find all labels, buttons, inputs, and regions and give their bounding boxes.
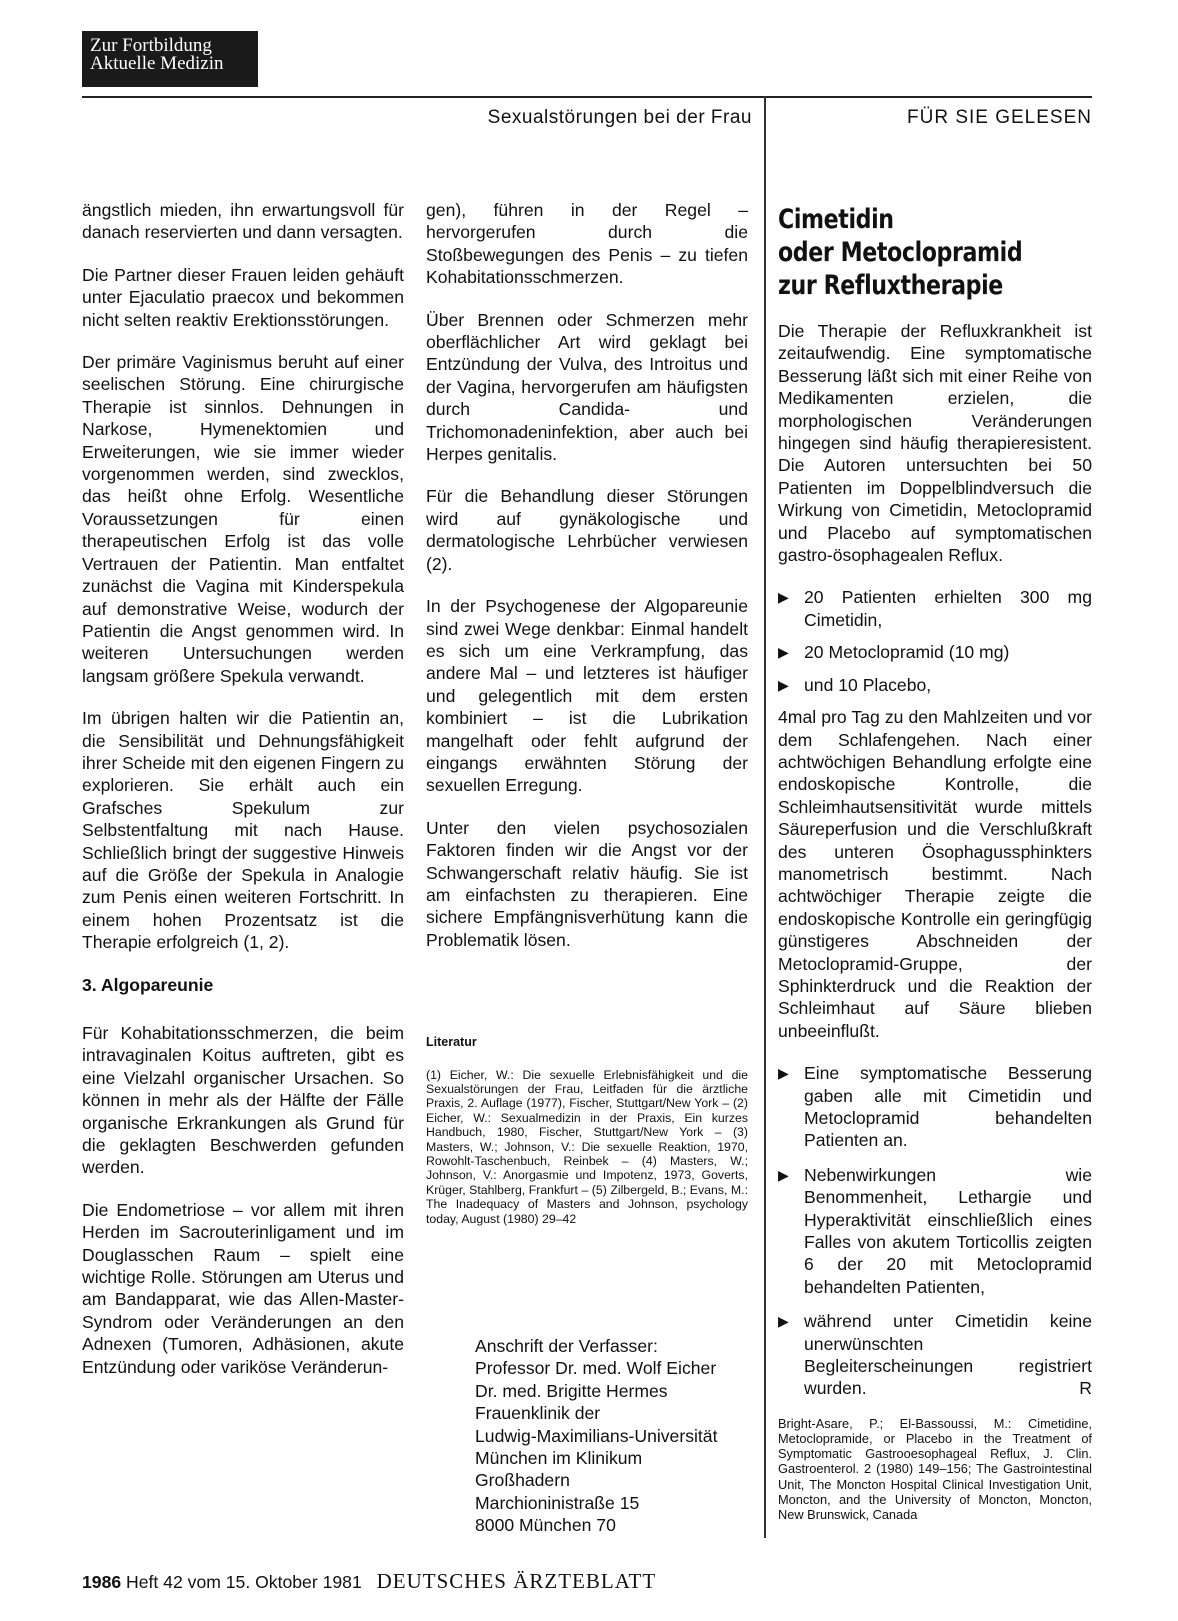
bullet-item: ▶ und 10 Placebo, [778,674,932,695]
top-rule [82,96,1092,98]
paragraph: gen), führen in der Regel – hervorgerufen durch die Stoßbewegungen des Penis – zu tiefen Kohabitationsschmerzen. [426,200,748,288]
column-1 [82,199,404,1398]
magazine-name: DEUTSCHES ÄRZTEBLATT [376,1569,657,1593]
bullet-item: ▶ Eine symptomatische Besserung gaben alle mit Cimetidin und Metoclopramid behandelten Patienten an. [778,1063,1092,1151]
author-address [475,1335,775,1537]
masthead-line1: Zur Fortbildung [90,35,212,56]
address-line: Großhadern [475,1470,570,1491]
author-signature: R [1079,1378,1092,1399]
column-3 [778,199,1092,1522]
paragraph: Im übrigen halten wir die Patientin an, die Sensibilität und Dehnungsfähigkeit ihrer Scheide mit den eigenen Fingern zu explorieren. Sie erhält auch ein Grafsches Spekulum zur Selbstentfaltung mit nach Hause. Schließlich bringt der suggestive Hinweis auf die Größe der Spekula in Analogie zum Penis einen weiteren Fortschritt. In einem hohen Prozentsatz ist die Therapie erfolgreich (1, 2). [82,708,404,953]
address-line: Professor Dr. med. Wolf Eicher [475,1358,717,1379]
address-line: Marchioninistraße 15 [475,1492,640,1513]
paragraph: Die Therapie der Refluxkrankheit ist zeitaufwendig. Eine symptomatische Besserung läßt sich mit einer Reihe von Medikamenten erzielen, die morphologischen Veränderungen hingegen sind häufig therapieresistent. Die Autoren untersuchten bei 50 Patienten im Doppelblindversuch die Wirkung von Cimetidin, Metoclopramid und Placebo auf symptomatischen gastro-ösophagealen Reflux. [778,321,1092,566]
running-head: Sexualstörungen bei der Frau [487,107,752,128]
literature-list: (1) Eicher, W.: Die sexuelle Erlebnisfähigkeit und die Sexualstörungen der Frau, Leitfaden für die ärztliche Praxis, 2. Auflage (1977), Fischer, Stuttgart/New York – (2) Eicher, W.: Sexualmedizin in der Praxis, Ein kurzes Handbuch, 1980, Fischer, Stuttgart/New York – (3) Masters, W.; Johnson, V.: Die sexuelle Reaktion, 1970, Rowohlt-Taschenbuch, Reinbek – (4) Masters, W.; Johnson, V.: Anorgasmie und Impotenz, 1973, Goverts, Krüger, Stahlberg, Frankfurt – (5) Zilbergeld, B.; Evans, M.: The Inadequacy of Masters and Johnson, psychology today, August (1980) 29–42 [426,1067,748,1226]
paragraph: Unter den vielen psychosozialen Faktoren finden wir die Angst vor der Schwangerschaft relativ häufig. Sie ist am einfachsten zu therapieren. Eine sichere Empfängnisverhütung kann die Problematik lösen. [426,817,748,950]
address-line: Frauenklinik der [475,1403,601,1424]
paragraph: Über Brennen oder Schmerzen mehr oberflächlicher Art wird geklagt bei Entzündung der Vulva, des Introitus und der Vagina, hervorgerufen am häufigsten durch Candida- und Trichomonadeninfektion, aber auch bei Herpes genitalis. [426,309,748,465]
triangle-right-icon: ▶ [778,644,789,661]
address-line: Ludwig-Maximilians-Universität [475,1425,718,1446]
title-line: Cimetidin [778,204,894,235]
section-head: FÜR SIE GELESEN [907,107,1092,128]
paragraph: Der primäre Vaginismus beruht auf einer seelischen Störung. Eine chirurgische Therapie ist sinnlos. Dehnungen in Narkose, Hymenektomien und Erweiterungen, wie sie immer wieder vorgenommen werden, sind zwecklos, das heißt ohne Erfolg. Wesentliche Voraussetzungen für einen therapeutischen Erfolg ist das volle Vertrauen der Patientin. Man entfaltet zunächst die Vagina mit Kinderspekula auf demonstrative Weise, wodurch der Patientin die Angst genommen wird. In weiteren Untersuchungen werden langsam größere Spekula verwandt. [82,352,404,686]
literature-heading: Literatur [426,1035,477,1050]
triangle-right-icon: ▶ [778,1313,789,1330]
issue-info: Heft 42 vom 15. Oktober 1981 [126,1572,362,1592]
bullet-item: ▶ Nebenwirkungen wie Benommenheit, Lethargie und Hyperaktivität einschließlich eines Falles von akutem Torticollis zeigten 6 der 20 mit Metoclopramid behandelten Patienten, [778,1164,1092,1297]
column-2 [426,199,748,1226]
masthead-line2: Aktuelle Medizin [90,53,224,74]
title-line: oder Metoclopramid [778,237,1023,268]
title-line: zur Refluxtherapie [778,270,1003,301]
address-line: Anschrift der Verfasser: [475,1336,658,1356]
paragraph: Die Endometriose – vor allem mit ihren Herden im Sacrouterinligament und im Douglasschen Raum – spielt eine wichtige Rolle. Störungen am Uterus und am Bandapparat, wie das Allen-Master-Syndrom oder Veränderungen an den Adnexen (Tumoren, Adhäsionen, akute Entzündung oder variköse Veränderun- [82,1199,404,1377]
source-reference: Bright-Asare, P.; El-Bassoussi, M.: Cimetidine, Metoclopramide, or Placebo in the Treatment of Symptomatic Gastrooesophageal Reflux, J. Clin. Gastroenterol. 2 (1980) 149–156; The Gastrointestinal Unit, The Moncton Hospital Clinical Investigation Unit, Moncton, and the University of Moncton, Moncton, New Brunswick, Canada [778,1415,1092,1523]
bullet-item: ▶ 20 Metoclopramid (10 mg) [778,642,1010,663]
triangle-right-icon: ▶ [778,676,789,693]
bullet-text: während unter Cimetidin keine unerwünschten Begleiterscheinungen registriert wurden. [804,1311,1092,1399]
page-number: 1986 [82,1572,122,1592]
address-line: 8000 München 70 [475,1515,616,1536]
triangle-right-icon: ▶ [778,589,789,606]
bullet-item [778,1310,1092,1400]
paragraph: ängstlich mieden, ihn erwartungsvoll für danach reservierten und dann versagten. [82,200,404,243]
article-title [778,203,1035,302]
paragraph: Die Partner dieser Frauen leiden gehäuft unter Ejaculatio praecox und bekommen nicht selten reaktiv Erektionsstörungen. [82,264,404,330]
triangle-right-icon: ▶ [778,1065,789,1082]
paragraph: Für Kohabitationsschmerzen, die beim intravaginalen Koitus auftreten, gibt es eine Vielzahl organischer Ursachen. So können in mehr als der Hälfte der Fälle organische Erkrankungen als Grund für die geklagten Beschwerden gefunden werden. [82,1023,404,1178]
column-divider [764,96,766,1538]
triangle-right-icon: ▶ [778,1166,789,1183]
subheading: 3. Algopareunie [82,974,214,995]
address-line: Dr. med. Brigitte Hermes [475,1380,668,1401]
address-line: München im Klinikum [475,1448,643,1469]
paragraph: In der Psychogenese der Algopareunie sind zwei Wege denkbar: Einmal handelt es sich um eine Verkrampfung, das andere Mal – und letzteres ist häufiger und gelegentlich mit dem ersten kombiniert – ist die Lubrikation mangelhaft oder fehlt aufgrund der eingangs erwähnten Störung der sexuellen Erregung. [426,596,748,796]
bullet-item: ▶ 20 Patienten erhielten 300 mg Cimetidin, [778,587,1092,630]
page-footer [82,1569,656,1594]
paragraph: Für die Behandlung dieser Störungen wird auf gynäkologische und dermatologische Lehrbücher verwiesen (2). [426,486,748,574]
section-masthead [82,31,258,87]
paragraph: 4mal pro Tag zu den Mahlzeiten und vor dem Schlafengehen. Nach einer achtwöchigen Behandlung erfolgte eine endoskopische Kontrolle, die Schleimhautsensitivität wurde mittels Säureperfusion und die Verschlußkraft des unteren Ösophagussphinkters manometrisch bestimmt. Nach achtwöchiger Therapie zeigte die endoskopische Kontrolle ein geringfügig günstigeres Abschneiden der Metoclopramid-Gruppe, der Sphinkterdruck und die Reaktion der Schleimhaut auf Säure blieben unbeeinflußt. [778,707,1092,1041]
